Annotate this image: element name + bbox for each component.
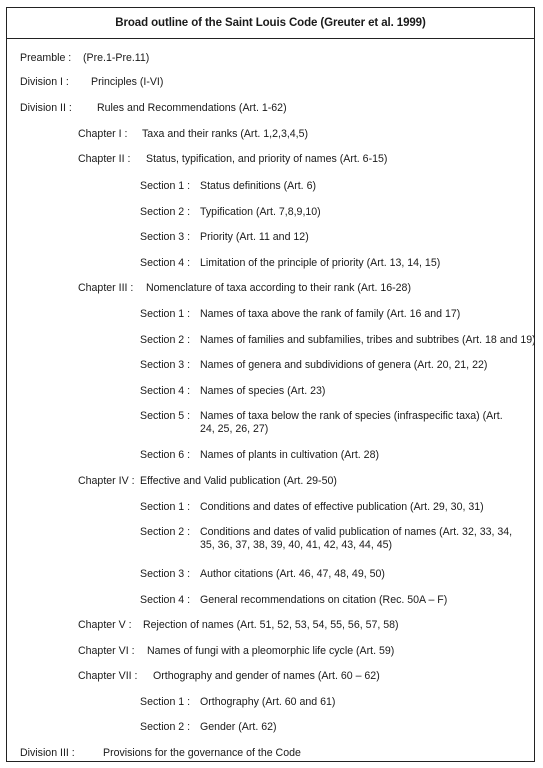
outline-entry: [20, 52, 150, 65]
entry-text: Rejection of names (Art. 51, 52, 53, 54, 55, 56, 57, 58): [143, 619, 399, 631]
outline-entry: [78, 128, 309, 141]
outline-entry: [140, 526, 513, 551]
outline-entry: [140, 410, 503, 435]
entry-label: Chapter VII :: [78, 670, 138, 682]
entry-text: Principles (I-VI): [91, 76, 164, 88]
entry-label: Section 3 :: [140, 231, 191, 243]
entry-label: Chapter II :: [78, 153, 131, 165]
outline-entry: [78, 475, 337, 488]
entry-text: Names of fungi with a pleomorphic life cycle (Art. 59): [147, 645, 395, 657]
entry-label: Chapter IV :: [78, 475, 135, 487]
entry-label: Section 2 :: [140, 206, 191, 218]
outline-entry: [140, 231, 309, 244]
entry-label: Preamble :: [20, 52, 72, 64]
entry-text: Names of species (Art. 23): [200, 385, 326, 397]
outline-entry: [78, 645, 395, 658]
entry-text: Orthography (Art. 60 and 61): [200, 696, 336, 708]
entry-text: Priority (Art. 11 and 12): [200, 231, 309, 243]
entry-label: Division III :: [20, 747, 75, 759]
outline-entry: [140, 696, 336, 709]
entry-label: Section 1 :: [140, 696, 191, 708]
entry-text: Status definitions (Art. 6): [200, 180, 316, 192]
outline-entry: [78, 619, 399, 632]
entry-text: General recommendations on citation (Rec. 50A – F): [200, 594, 448, 606]
outline-entry: [140, 308, 461, 321]
outline-entry: [140, 359, 488, 372]
table-title: Broad outline of the Saint Louis Code (Greuter et al. 1999): [7, 8, 534, 39]
entry-text: Limitation of the principle of priority (Art. 13, 14, 15): [200, 257, 441, 269]
outline-entry: [78, 153, 388, 166]
entry-label: Section 5 :: [140, 410, 191, 422]
entry-text: Author citations (Art. 46, 47, 48, 49, 50): [200, 568, 385, 580]
entry-text: Names of taxa above the rank of family (Art. 16 and 17): [200, 308, 461, 320]
entry-text: Effective and Valid publication (Art. 29-50): [140, 475, 337, 487]
entry-label: Section 3 :: [140, 359, 191, 371]
entry-text: Typification (Art. 7,8,9,10): [200, 206, 321, 218]
outline-entry: [78, 282, 411, 295]
entry-text: Conditions and dates of valid publication of names (Art. 32, 33, 34, 35, 36, 37, 38, 39, 40, 41, 42, 43, 44, 45): [200, 526, 513, 551]
entry-text: Names of families and subfamilies, tribes and subtribes (Art. 18 and 19): [200, 334, 536, 346]
outline-entry: [140, 721, 277, 734]
entry-label: Section 3 :: [140, 568, 191, 580]
entry-text: Conditions and dates of effective publication (Art. 29, 30, 31): [200, 501, 484, 513]
outline-entry: [140, 449, 379, 462]
outline-entry: [20, 747, 301, 760]
outline-entry: [20, 102, 287, 115]
outline-entry: [140, 568, 385, 581]
outline-entry: [140, 594, 448, 607]
entry-label: Chapter I :: [78, 128, 128, 140]
entry-label: Section 4 :: [140, 594, 191, 606]
entry-label: Chapter VI :: [78, 645, 135, 657]
entry-text: Names of taxa below the rank of species (infraspecific taxa) (Art. 24, 25, 26, 27): [200, 410, 503, 435]
entry-label: Section 1 :: [140, 501, 191, 513]
entry-label: Section 6 :: [140, 449, 191, 461]
entry-text: Rules and Recommendations (Art. 1-62): [97, 102, 287, 114]
entry-text: Names of plants in cultivation (Art. 28): [200, 449, 379, 461]
outline-entry: [140, 257, 441, 270]
entry-label: Section 4 :: [140, 257, 191, 269]
outline-entry: [140, 180, 316, 193]
outline-entry: [140, 206, 321, 219]
entry-text: Provisions for the governance of the Code: [103, 747, 301, 759]
entry-label: Chapter V :: [78, 619, 132, 631]
entry-text: Orthography and gender of names (Art. 60 – 62): [153, 670, 380, 682]
entry-label: Section 1 :: [140, 308, 191, 320]
entry-text: Names of genera and subdividions of genera (Art. 20, 21, 22): [200, 359, 488, 371]
entry-label: Section 4 :: [140, 385, 191, 397]
outline-entry: [20, 76, 164, 89]
entry-label: Division II :: [20, 102, 72, 114]
outline-entry: [140, 334, 536, 347]
outline-entry: [140, 501, 484, 514]
entry-text: Status, typification, and priority of names (Art. 6-15): [146, 153, 388, 165]
outline-entry: [140, 385, 326, 398]
entry-label: Chapter III :: [78, 282, 134, 294]
entry-label: Section 1 :: [140, 180, 191, 192]
entry-label: Section 2 :: [140, 721, 191, 733]
entry-label: Section 2 :: [140, 334, 191, 346]
entry-label: Section 2 :: [140, 526, 191, 538]
outline-entry: [78, 670, 380, 683]
entry-text: Nomenclature of taxa according to their rank (Art. 16-28): [146, 282, 411, 294]
entry-label: Division I :: [20, 76, 69, 88]
entry-text: Taxa and their ranks (Art. 1,2,3,4,5): [142, 128, 309, 140]
entry-text: Gender (Art. 62): [200, 721, 277, 733]
entry-text: (Pre.1-Pre.11): [83, 52, 150, 64]
